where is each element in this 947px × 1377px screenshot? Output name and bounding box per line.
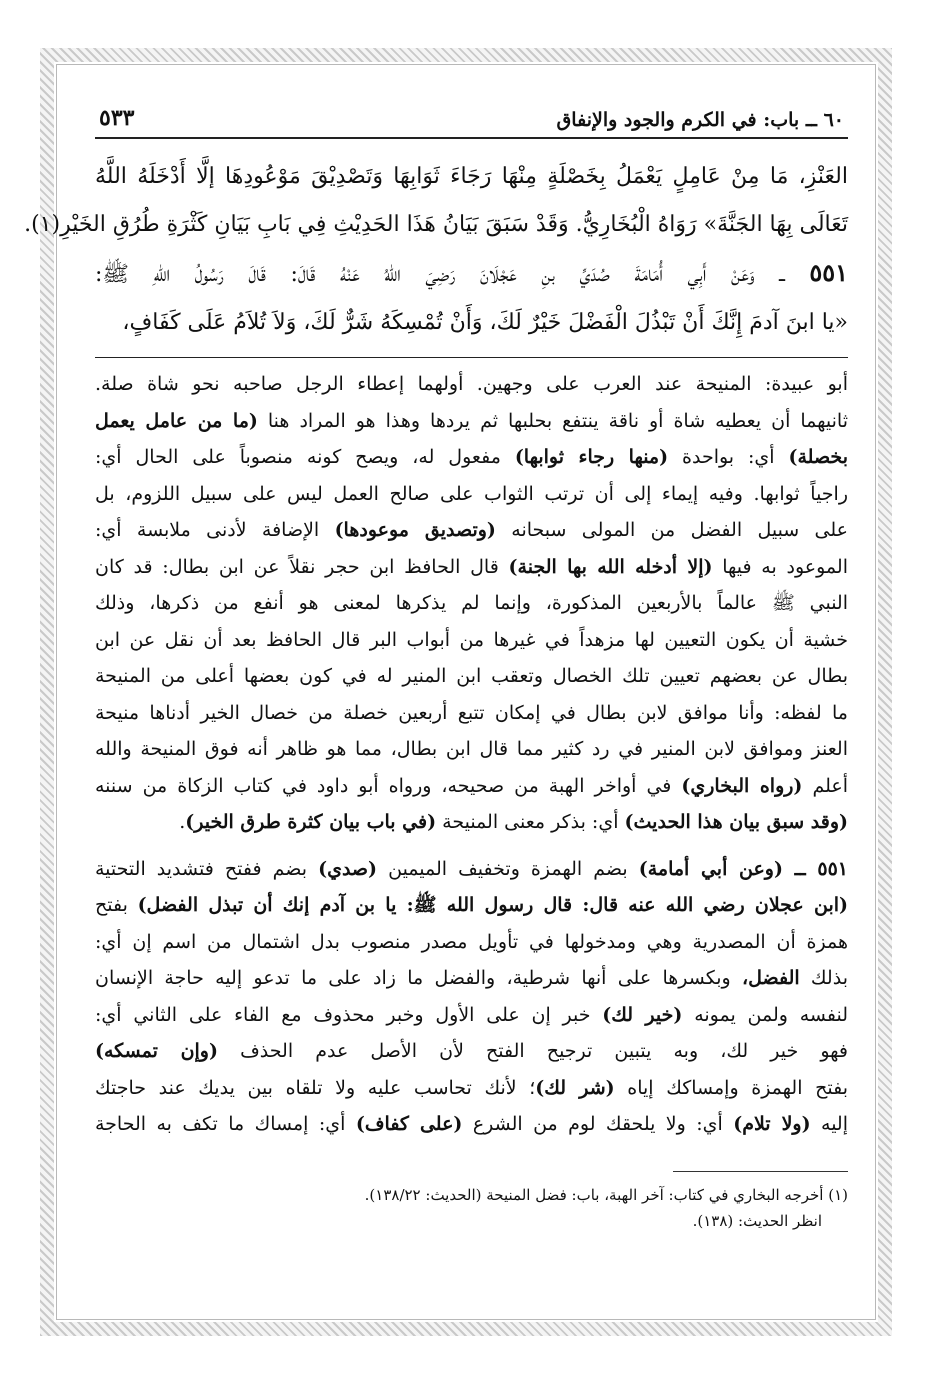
bold-run: (في باب بيان كثرة طرق الخير) [185,811,437,833]
commentary-line: راجياً ثوابها. وفيه إيماء إلى أن ترتب الثواب على صالح العمل ليس على سبيل اللزوم، بل [95,482,848,505]
bold-run: (وإن تمسكه) [95,1040,218,1062]
commentary-line: (وقد سبق بيان هذا الحديث) أي: بذكر معنى المنيحة (في باب بيان كثرة طرق الخير). [179,811,848,833]
commentary-line [95,549,848,586]
bold-run: (منها رجاء ثوابها) [514,446,669,468]
bold-run: (صدي) [318,857,378,880]
text-run: مفعول له، ويصح كونه منصوباً على الحال أي: [95,446,501,468]
text-run: بفتح [95,894,128,916]
commentary-line: العنز وموافق لابن المنير في رد كثير مما قال ابن بطال، مما هو ظاهر أنه فوق المنيحة والله [95,738,848,760]
bold-run: بخصلة) [788,446,848,468]
bold-run: الفضل، [741,967,800,989]
text-run: أي: إمساك ما تكف به الحاجة [95,1113,346,1135]
footnote-line: انظر الحديث: (١٣٨). [692,1211,822,1230]
bold-run: (ما من عامل يعمل [95,409,258,432]
commentary-line [95,768,848,805]
matn-line [95,249,848,299]
commentary-line: أبو عبيدة: المنيحة عند العرب على وجهين. أولهما إعطاء الرجل صاحبه نحو شاة صلة. [95,373,848,395]
text-run: بفتح الهمزة وإمساكك إياه [627,1076,848,1099]
commentary-line: بطال عن بعضهم تعيين تلك الخصال وتعقب ابن المنير له في كون بعضها أعلى من المنيحة [95,665,848,687]
matn-line: تَعَالَى بِهَا الجَنَّةَ» رَوَاهُ الْبُخَارِيُّ. وَقَدْ سَبَقَ بَيَانُ هَذَا الحَدِيْثِ فِي بَابِ بَيَانِ كَثْرَةِ طُرُقِ الخَيْرِ(١). [24,212,848,237]
bold-run: (رواه البخاري) [681,774,803,797]
book-page [24,95,849,1295]
bold-run: (شر لك) [535,1076,615,1099]
commentary-line [95,887,848,924]
commentary-line: خشية أن يكون التعيين لها مزهداً في غيرها من أبواب البر قال الحافظ بعد أن نقل عن ابن [95,628,848,651]
text-run: أي: ولا يلحقك لوم من الشرع [472,1113,723,1135]
matn-line-text: ــ وَعَنْ أَبِي أُمَامَةَ صُدَيِّ بنِ عَجْلَانَ رَضِيَ اللهُ عَنْهُ قَالَ: قَالَ رَسُولُ اللهِ ﷺ: [95,262,785,287]
text-run: فهو خير لك، وبه يتبين ترجيح الفتح لأن الأصل عدم الحذف [240,1040,848,1062]
text-run: لنفسه ولمن يمونه [694,1003,849,1026]
commentary-line [95,1106,848,1143]
bold-run: ٥٥١ ــ (وعن أبي أمامة) [638,857,848,880]
text-run: بذلك [810,967,848,989]
bold-run: (ولا تلام) [733,1113,811,1135]
commentary-line: النبي ﷺ عالماً بالأربعين المذكورة، وإنما لم يذكرها لمعنى هو أنفع من ذكرها، وذلك [95,592,848,614]
section-divider [95,357,848,358]
bold-run: (وقد سبق بيان هذا الحديث) [624,811,848,833]
commentary-line [95,851,848,888]
text-run: على سبيل الفضل من المولى سبحانه [511,519,849,541]
text-run: الموعود به فيها [722,555,848,578]
commentary-line: ما لفظه: وأنا موافق لابن بطال في إمكان تتبع أربعين خصلة من خصال الخير أدناها منيحة [95,701,848,724]
commentary-line [95,439,848,476]
commentary-line: همزة أن المصدرية وهي ومدخولها في تأويل مصدر منصوب بدل اشتمال من اسم إن أي: [95,930,848,953]
page-number: ٥٣٣ [99,105,135,131]
hadith-number: ٥٥١ [809,258,848,287]
text-run: ثانيهما أن يعطيه شاة أو ناقة ينتفع بحلبها ثم يردها وهذا هو المراد هنا [267,409,848,432]
bold-run: (وتصديق موعودها) [334,519,496,541]
commentary [95,366,848,1143]
commentary-line [95,512,848,549]
text-run: في أواخر الهبة من صحيحه، ورواه أبو داود في كتاب الزكاة من سننه [95,774,672,797]
commentary-line [95,403,848,440]
text-run: ؛ لأنك تحاسب عليه ولا تلقاه بين يديك عند حاجتك [95,1076,536,1099]
bold-run: (على كفاف) [355,1113,463,1135]
matn-line: العَنْزِ، مَا مِنْ عَامِلٍ يَعْمَلُ بِخَصْلَةٍ مِنْهَا رَجَاءَ ثَوَابِهَا وَتَصْدِيْقَ مَوْعُودِهَا إلَّا أَدْخَلَهُ اللَّهُ [95,164,848,189]
text-run: بضم الهمزة وتخفيف الميمين [388,857,628,880]
text-run: الإضافة لأدنى ملابسة أي: [95,519,320,541]
footnote-line: (١) أخرجه البخاري في كتاب: آخر الهبة، باب: فضل المنيحة (الحديث: ١٣٨/٢٢). [364,1185,848,1204]
commentary-line [95,997,848,1034]
text-run: وبكسرها على أنها شرطية، والفضل ما زاد على ما تدعو إليه حاجة الإنسان [95,967,731,989]
bold-run: (خير لك) [602,1003,683,1026]
text-run: أعلم [812,774,848,797]
bold-run: (إلا أدخله الله بها الجنة) [508,555,713,578]
chapter-title: ٦٠ ــ باب: في الكرم والجود والإنفاق [556,109,844,131]
text-run: قال الحافظ ابن حجر نقلاً عن ابن بطال: قد كان [95,555,499,578]
hadith-text [24,153,848,347]
footnote-divider [673,1171,848,1172]
text-run: إليه [821,1113,849,1135]
text-run: بضم ففتح فتشديد التحتية [95,857,308,880]
page-header [95,95,848,139]
paragraph-gap [95,841,848,851]
bold-run: (ابن عجلان رضي الله عنه قال: قال رسول الله ﷺ: يا بن آدم إنك أن تبذل الفضل) [137,894,849,916]
text-run: خبر إن على الأول وخبر محذوف مع الفاء على الثاني أي: [95,1003,591,1026]
commentary-line [95,1033,848,1070]
footnotes [95,1182,848,1234]
matn-line: «يا ابنَ آدمَ إِنَّكَ أَنْ تَبْذُلَ الْفَضْلَ خَيْرٌ لَكَ، وَأَنْ تُمْسِكَهُ شَرٌّ لَكَ، وَلاَ تُلاَمُ عَلَى كَفَافٍ، [122,310,848,335]
text-run: أي: بواحدة [682,446,775,468]
commentary-line [95,960,848,997]
text-run: أي: بذكر معنى المنيحة [442,811,619,833]
commentary-line [95,1070,848,1107]
